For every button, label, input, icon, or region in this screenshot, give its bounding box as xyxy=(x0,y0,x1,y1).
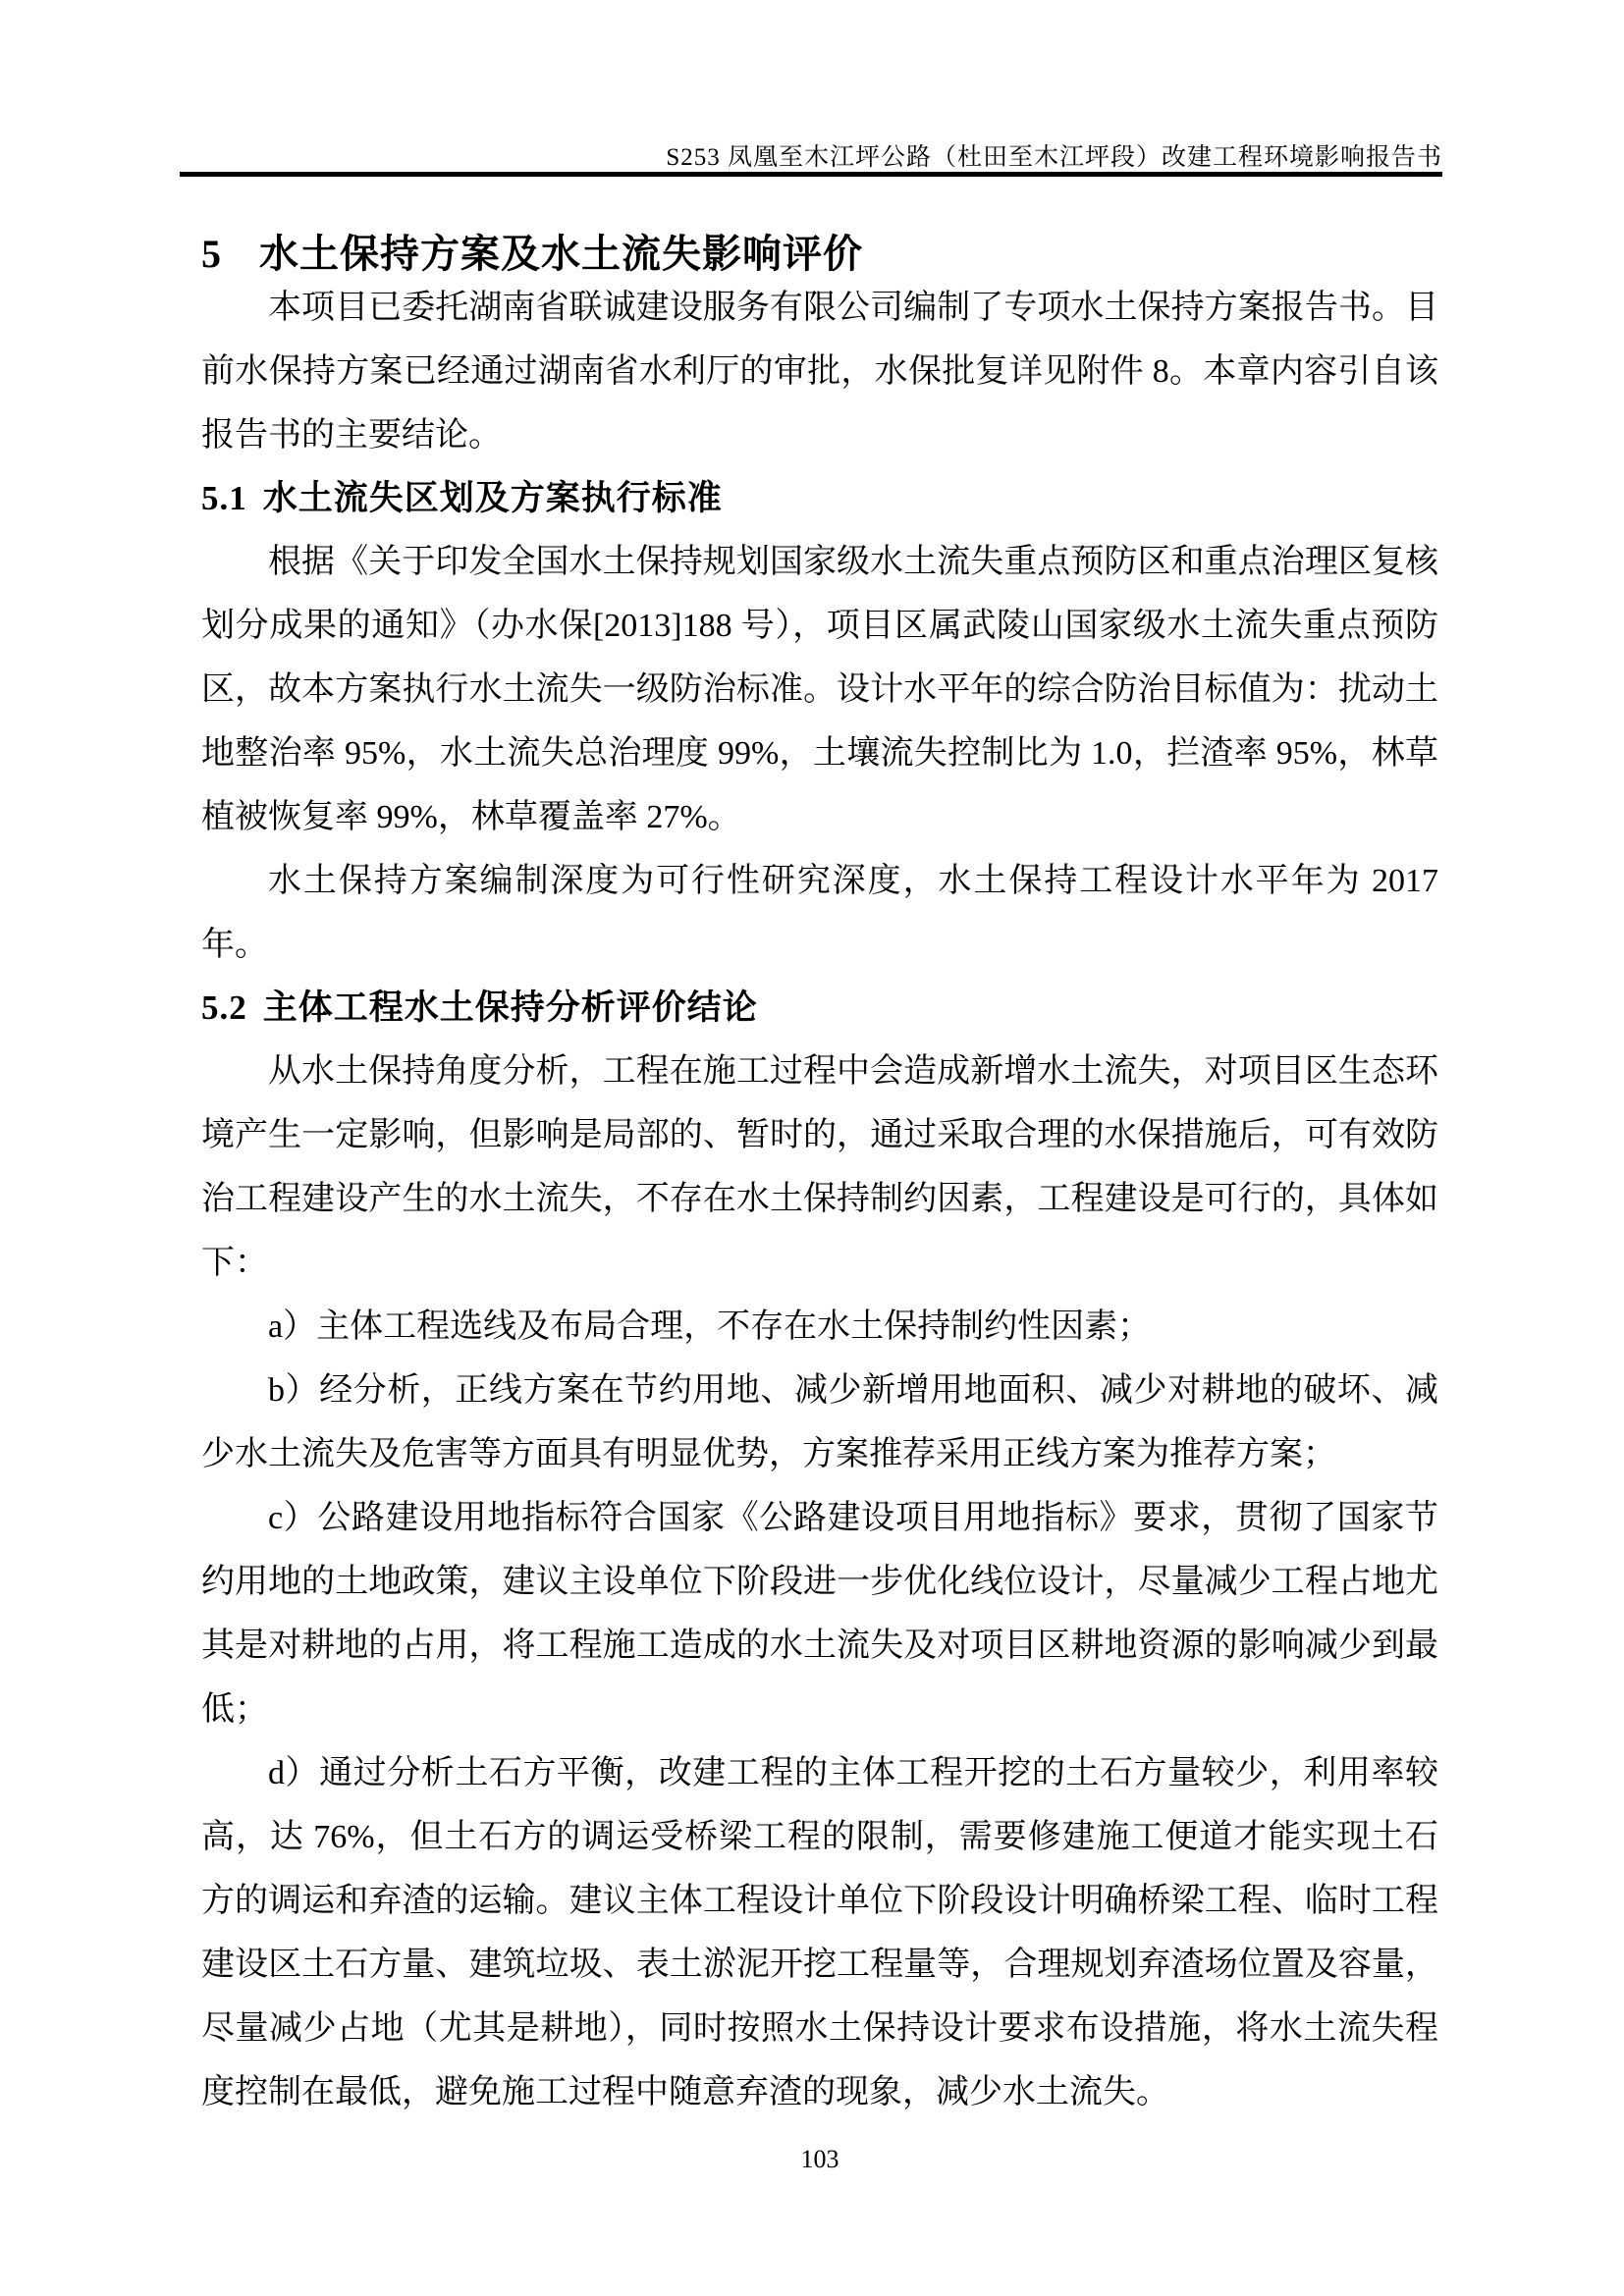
chapter-heading xyxy=(201,233,1438,276)
chapter-number: 5 xyxy=(201,232,222,276)
intro-paragraph: 本项目已委托湖南省联诚建设服务有限公司编制了专项水土保持方案报告书。目前水保持方案已经通过湖南省水利厅的审批，水保批复详见附件 8。本章内容引自该报告书的主要结论。 xyxy=(201,290,1438,454)
section-5-1-number: 5.1 xyxy=(201,479,247,517)
list-item-a: a）主体工程选线及布局合理，不存在水土保持制约性因素； xyxy=(268,1308,1152,1345)
running-header-title: S253 凤凰至木江坪公路（杜田至木江坪段）改建工程环境影响报告书 xyxy=(666,144,1442,171)
page-header xyxy=(180,137,1442,173)
page-content xyxy=(201,233,1438,2124)
section-heading-5-2 xyxy=(201,985,1438,1032)
page-footer xyxy=(201,2145,1438,2174)
paragraph-conclusion-intro: 从水土保持角度分析，工程在施工过程中会造成新增水土流失，对项目区生态环境产生一定影响，但影响是局部的、暂时的，通过采取合理的水保措施后，可有效防治工程建设产生的水土流失，不存在水土保持制约因素，工程建设是可行的，具体如下： xyxy=(201,1053,1438,1281)
header-rule xyxy=(180,172,1442,177)
section-5-1-title: 水土流失区划及方案执行标准 xyxy=(262,479,723,517)
list-item-b: b）经分析，正线方案在节约用地、减少新增用地面积、减少对耕地的破坏、减少水土流失及危害等方面具有明显优势，方案推荐采用正线方案为推荐方案； xyxy=(201,1372,1438,1472)
paragraph-standards: 根据《关于印发全国水土保持规划国家级水土流失重点预防区和重点治理区复核划分成果的通知》（办水保[2013]188 号），项目区属武陵山国家级水土流失重点预防区，故本方案执行水土流失一级防治标准。设计水平年的综合防治目标值为：扰动土地整治率 95%，水土流失总治理度 99%，土壤流失控制比为 1.0，拦渣率 95%，林草植被恢复率 99%，林草覆盖率 27%。 xyxy=(201,544,1438,835)
list-item-d: d）通过分析土石方平衡，改建工程的主体工程开挖的土石方量较少，利用率较高，达 76%，但土石方的调运受桥梁工程的限制，需要修建施工便道才能实现土石方的调运和弃渣的运输。建议主体工程设计单位下阶段设计明确桥梁工程、临时工程建设区土石方量、建筑垃圾、表土淤泥开挖工程量等，合理规划弃渣场位置及容量，尽量减少占地（尤其是耕地），同时按照水土保持设计要求布设措施，将水土流失程度控制在最低，避免施工过程中随意弃渣的现象，减少水土流失。 xyxy=(201,1755,1438,2110)
section-heading-5-1 xyxy=(201,475,1438,522)
section-5-2-number: 5.2 xyxy=(201,988,247,1027)
paragraph-design-year: 水土保持方案编制深度为可行性研究深度，水土保持工程设计水平年为 2017 年。 xyxy=(201,863,1438,963)
page-number: 103 xyxy=(800,2145,839,2173)
chapter-title: 水土保持方案及水土流失影响评价 xyxy=(259,233,863,276)
section-5-2-title: 主体工程水土保持分析评价结论 xyxy=(262,988,758,1027)
list-item-c: c）公路建设用地指标符合国家《公路建设项目用地指标》要求，贯彻了国家节约用地的土地政策，建议主设单位下阶段进一步优化线位设计，尽量减少工程占地尤其是对耕地的占用，将工程施工造成的水土流失及对项目区耕地资源的影响减少到最低； xyxy=(201,1500,1438,1728)
